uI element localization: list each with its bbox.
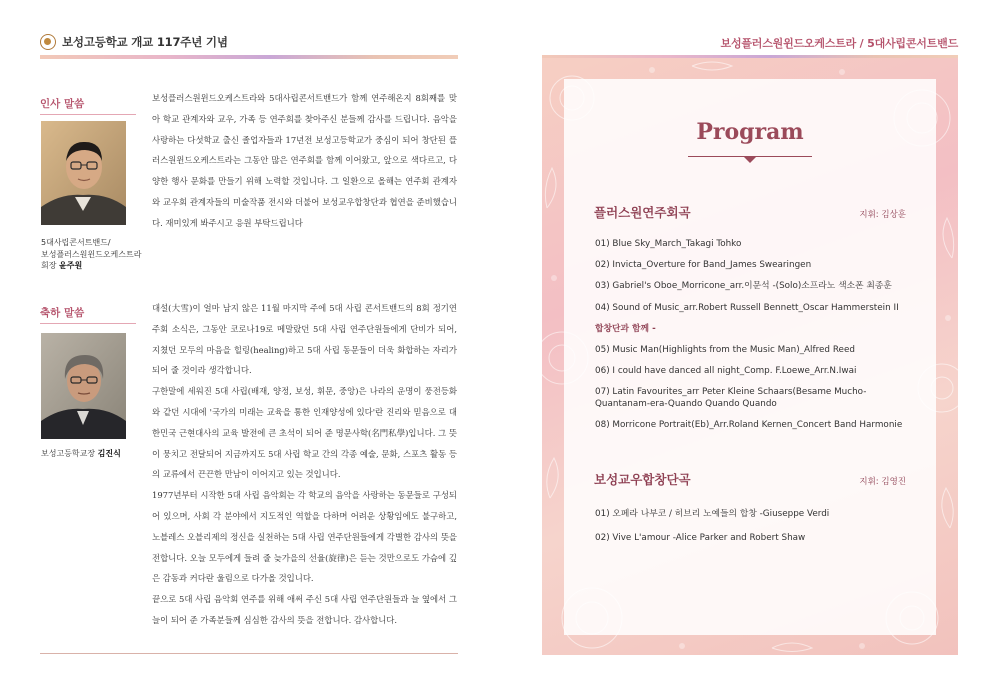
program-item: 07) Latin Favourites_arr Peter Kleine Schaars(Besame Mucho-Quantanam-era-Quando Quando Quando [595, 387, 867, 409]
greeting-caption-role: 회장 [41, 261, 57, 270]
group-header [594, 203, 906, 221]
congrats-caption-name: 김진식 [97, 449, 121, 458]
congrats-paragraph: 대설(大雪)이 얼마 남지 않은 11월 마지막 주에 5대 사립 콘서트밴드의 8회 정기연주회 소식은, 그동안 코로나19로 메말랐던 5대 사립 연주단원들에게 단비가 되어, 지쳤던 모두의 마음을 힐링(healing)하고 5대 사립 동문들이 더욱 화합하는 자리가 되어 줄 것이라 생각합니다. [152, 303, 457, 376]
group-title: 보성교우합창단곡 [594, 472, 691, 487]
program-panel [564, 79, 936, 635]
greeting-body [152, 88, 457, 234]
congrats-caption [41, 448, 151, 460]
greeting-section-label: 인사 말씀 [40, 96, 136, 115]
left-page-header [40, 33, 228, 51]
group-header [594, 470, 906, 488]
congrats-portrait-photo [41, 333, 126, 439]
group-title: 플러스원연주회곡 [594, 205, 691, 220]
program-item: 02) Invicta_Overture for Band_James Swearingen [595, 260, 812, 271]
program-item: 04) Sound of Music_arr.Robert Russell Bennett_Oscar Hammerstein II [595, 302, 899, 313]
congrats-paragraph: 구한말에 세워진 5대 사립(배재, 양정, 보성, 휘문, 중앙)은 나라의 운명이 풍전등화와 같던 시대에 '국가의 미래는 교육을 통한 인재양성에 있다'란 진리와 믿음으로 대한민국 근현대사의 교육 발전에 큰 초석이 되어 준 명문사학(名門私學)입니다. 그 뜻이 뭉치고 전달되어 지금까지도 5대 사립 학교 간의 각종 예술, 문화, 스포츠 활동 등의 교류에서 끈끈한 만남이 이어지고 있는 것입니다. [152, 386, 457, 480]
program-list [595, 239, 915, 441]
greeting-caption-line: 5대사립콘서트밴드/ [41, 238, 111, 247]
greeting-caption [41, 237, 151, 272]
congrats-body [152, 298, 457, 631]
program-item: 01) 오페라 나부코 / 히브리 노예들의 합창 -Giuseppe Verdi [595, 509, 830, 519]
program-item: 03) Gabriel's Oboe_Morricone_arr.이문석 -(Solo)소프라노 색소폰 최종훈 [595, 281, 892, 292]
program-title: Program [696, 119, 804, 145]
program-item: 01) Blue Sky_March_Takagi Tohko [595, 239, 742, 249]
group-conductor: 지휘: 김상훈 [859, 210, 906, 220]
greeting-portrait-photo [41, 121, 126, 225]
greeting-caption-line: 보성플러스원윈드오케스트라 [41, 249, 142, 259]
school-emblem-icon [40, 34, 56, 50]
program-item: 05) Music Man(Highlights from the Music Man)_Alfred Reed [595, 344, 855, 355]
greeting-paragraph: 보성플러스원윈드오케스트라와 5대사립콘서트밴드가 함께 연주해온지 8회째를 맞아 학교 관계자와 교우, 가족 등 연주회를 찾아주신 분들께 감사를 드립니다. 음악을 사랑하는 다섯학교 출신 졸업자들과 17년전 보성고등학교가 중심이 되어 창단된 플러스원윈드오케스트라는 그동안 많은 연주회를 함께 이어왔고, 앞으로 색다르고, 다양한 행사 문화를 만들기 위해 노력할 것입니다. 그 일환으로 올해는 연주회 관계자와 교우회 관계자들의 미술작품 전시와 더불어 보성교우합창단과 협연을 준비했습니다. 재미있게 봐주시고 응원 부탁드립니다 [152, 93, 457, 228]
congrats-caption-role: 보성고등학교장 [41, 449, 96, 458]
left-header-bar [40, 55, 458, 59]
greeting-caption-name: 윤주원 [59, 261, 83, 270]
left-header-title: 보성고등학교 개교 117주년 기념 [62, 35, 228, 49]
program-subheading: 합창단과 함께 - [595, 323, 656, 334]
group-conductor: 지휘: 김영진 [859, 477, 906, 487]
left-footer-rule [40, 653, 458, 654]
program-item: 02) Vive L'amour -Alice Parker and Robert Shaw [595, 532, 806, 543]
program-item: 06) I could have danced all night_Comp. F.Loewe_Arr.N.Iwai [595, 366, 857, 377]
program-title-triangle-icon [744, 157, 756, 163]
right-header-title: 보성플러스원윈드오케스트라 / 5대사립콘서트밴드 [720, 37, 958, 50]
congrats-paragraph: 끝으로 5대 사립 음악회 연주를 위해 애써 주신 5대 사립 연주단원들과 늘 옆에서 그늘이 되어 준 가족분들께 심심한 감사의 뜻을 전합니다. 감사합니다. [152, 594, 457, 625]
congrats-section-label: 축하 말씀 [40, 305, 136, 324]
program-item: 08) Morricone Portrait(Eb)_Arr.Roland Kernen_Concert Band Harmonie [595, 420, 903, 430]
congrats-paragraph: 1977년부터 시작한 5대 사립 음악회는 각 학교의 음악을 사랑하는 동문들로 구성되어 있으며, 사회 각 분야에서 지도적인 역할을 다하며 어려운 상황임에도 불구하고, 노블레스 오블리제의 정신을 실천하는 5대 사립 연주단원들에게 각별한 감사의 뜻을 전합니다. 오늘 모두에게 들려 줄 늦가을의 선율(旋律)은 듣는 것만으로도 가슴에 깊은 감동과 커다란 울림으로 다가올 것입니다. [152, 490, 457, 584]
program-list [595, 509, 915, 544]
